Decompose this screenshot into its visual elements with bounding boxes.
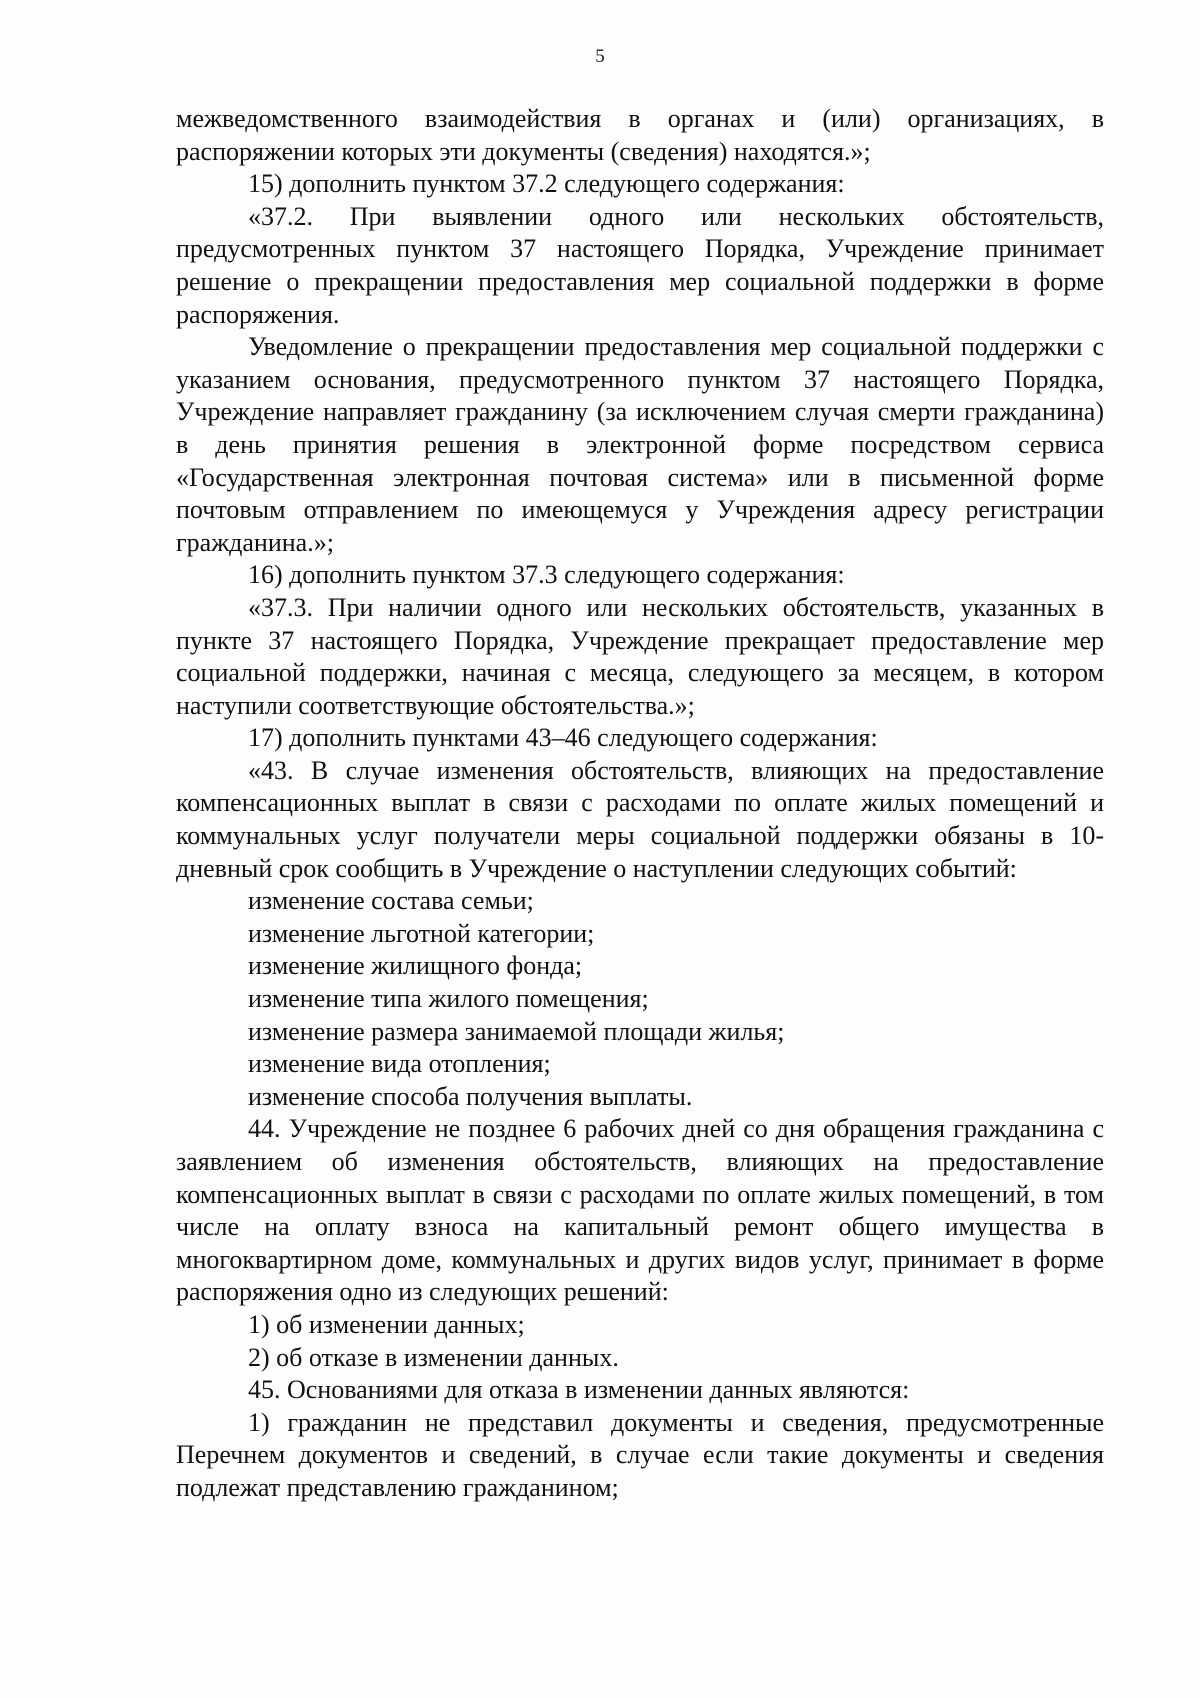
paragraph-44: 44. Учреждение не позднее 6 рабочих дней со дня обращения гражданина с заявлением об изменения обстоятельств, влияющих на предоставление компенсационных выплат в связи с расходами по оплате жилых помещений, в том числе на оплату взноса на капитальный ремонт общего имущества в многоквартирном доме, коммунальных и других видов услуг, принимает в форме распоряжения одно из следующих решений: <box>176 1114 1104 1307</box>
list-item: изменение размера занимаемой площади жилья; <box>248 1016 785 1046</box>
paragraph-amendment-16: 16) дополнить пунктом 37.3 следующего содержания: <box>248 560 845 590</box>
events-list <box>176 885 1104 1113</box>
list-item: 2) об отказе в изменении данных. <box>248 1342 619 1372</box>
list-item: изменение типа жилого помещения; <box>248 984 649 1014</box>
decisions-list <box>176 1309 1104 1374</box>
paragraph-amendment-15: 15) дополнить пунктом 37.2 следующего содержания: <box>248 169 845 199</box>
paragraph-37-2: «37.2. При выявлении одного или нескольких обстоятельств, предусмотренных пунктом 37 настоящего Порядка, Учреждение принимает решение о прекращении предоставления мер социальной поддержки в форме распоряжения. <box>176 201 1104 329</box>
list-item: изменение состава семьи; <box>248 886 534 916</box>
list-item: изменение способа получения выплаты. <box>248 1081 693 1111</box>
list-item: 1) об изменении данных; <box>248 1309 525 1339</box>
paragraph-43: «43. В случае изменения обстоятельств, влияющих на предоставление компенсационных выплат в связи с расходами по оплате жилых помещений и коммунальных услуг получатели меры социальной поддержки обязаны в 10-дневный срок сообщить в Учреждение о наступлении следующих событий: <box>176 755 1104 883</box>
paragraph-notification: Уведомление о прекращении предоставления мер социальной поддержки с указанием основания, предусмотренного пунктом 37 настоящего Порядка, Учреждение направляет гражданину (за исключением случая смерти гражданина) в день принятия решения в электронной форме посредством сервиса «Государственная электронная почтовая система» или в письменной форме почтовым отправлением по имеющемуся у Учреждения адресу регистрации гражданина.»; <box>176 332 1104 557</box>
paragraph-45: 45. Основаниями для отказа в изменении данных являются: <box>248 1375 910 1405</box>
list-item: изменение жилищного фонда; <box>248 951 583 981</box>
list-item: изменение льготной категории; <box>248 918 595 948</box>
paragraph-amendment-17: 17) дополнить пунктами 43–46 следующего содержания: <box>248 723 878 753</box>
paragraph-continuation: межведомственного взаимодействия в органах и (или) организациях, в распоряжении которых эти документы (сведения) находятся.»; <box>176 104 1104 166</box>
paragraph-37-3: «37.3. При наличии одного или нескольких обстоятельств, указанных в пункте 37 настоящего Порядка, Учреждение прекращает предоставление мер социальной поддержки, начиная с месяца, следующего за месяцем, в котором наступили соответствующие обстоятельства.»; <box>176 592 1104 720</box>
paragraph-45-item-1: 1) гражданин не представил документы и сведения, предусмотренные Перечнем документов и сведений, в случае если такие документы и сведения подлежат представлению гражданином; <box>176 1407 1104 1502</box>
list-item: изменение вида отопления; <box>248 1049 551 1079</box>
page-number: 5 <box>595 46 605 67</box>
document-body <box>176 103 1104 1505</box>
